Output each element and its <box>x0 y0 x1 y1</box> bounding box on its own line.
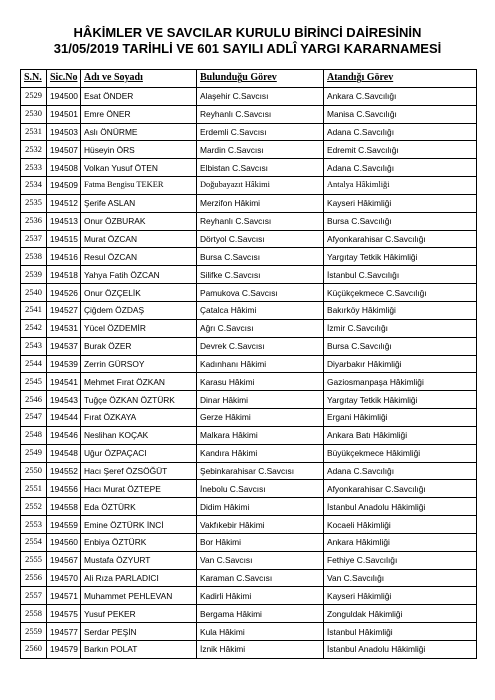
cell-sn: 2530 <box>21 105 47 123</box>
cell-assigned-post: İstanbul Anadolu Hâkimliği <box>324 498 477 516</box>
cell-current-post: Gerze Hâkimi <box>197 409 324 427</box>
cell-current-post: Alaşehir C.Savcısı <box>197 87 324 105</box>
cell-name: Burak ÖZER <box>81 337 197 355</box>
cell-assigned-post: Ankara Hâkimliği <box>324 533 477 551</box>
table-row <box>21 87 477 105</box>
cell-current-post: Bergama Hâkimi <box>197 605 324 623</box>
column-header-assigned-post: Atandığı Görev <box>324 70 477 88</box>
table-row <box>21 212 477 230</box>
cell-current-post: Çatalca Hâkimi <box>197 301 324 319</box>
cell-assigned-post: İzmir C.Savcılığı <box>324 319 477 337</box>
cell-name: Neslihan KOÇAK <box>81 426 197 444</box>
table-row <box>21 141 477 159</box>
cell-sicil: 194526 <box>47 284 81 302</box>
cell-assigned-post: Büyükçekmece Hâkimliği <box>324 444 477 462</box>
table-row <box>21 426 477 444</box>
cell-sicil: 194537 <box>47 337 81 355</box>
cell-sn: 2529 <box>21 87 47 105</box>
cell-sn: 2539 <box>21 266 47 284</box>
document-title-line-1: HÂKİMLER VE SAVCILAR KURULU BİRİNCİ DAİRESİNİN <box>73 25 422 40</box>
cell-name: Eda ÖZTÜRK <box>81 498 197 516</box>
cell-assigned-post: İstanbul Anadolu Hâkimliği <box>324 641 477 659</box>
cell-name: Yahya Fatih ÖZCAN <box>81 266 197 284</box>
cell-sicil: 194501 <box>47 105 81 123</box>
cell-sicil: 194575 <box>47 605 81 623</box>
cell-sicil: 194548 <box>47 444 81 462</box>
cell-name: Tuğçe ÖZKAN ÖZTÜRK <box>81 391 197 409</box>
table-row <box>21 248 477 266</box>
cell-name: Murat ÖZCAN <box>81 230 197 248</box>
table-row <box>21 391 477 409</box>
table-row <box>21 355 477 373</box>
cell-assigned-post: Diyarbakır Hâkimliği <box>324 355 477 373</box>
cell-sn: 2550 <box>21 462 47 480</box>
cell-sicil: 194570 <box>47 569 81 587</box>
table-row <box>21 462 477 480</box>
cell-current-post: Reyhanlı C.Savcısı <box>197 105 324 123</box>
cell-sicil: 194531 <box>47 319 81 337</box>
cell-sn: 2552 <box>21 498 47 516</box>
cell-name: Ali Rıza PARLADICI <box>81 569 197 587</box>
cell-assigned-post: Kayseri Hâkimliği <box>324 194 477 212</box>
cell-name: Onur ÖZBURAK <box>81 212 197 230</box>
cell-current-post: Şebinkarahisar C.Savcısı <box>197 462 324 480</box>
cell-sn: 2553 <box>21 516 47 534</box>
cell-assigned-post: Edremit C.Savcılığı <box>324 141 477 159</box>
table-row <box>21 409 477 427</box>
cell-current-post: Merzifon Hâkimi <box>197 194 324 212</box>
cell-sn: 2556 <box>21 569 47 587</box>
cell-assigned-post: Ankara Batı Hâkimliği <box>324 426 477 444</box>
cell-sicil: 194500 <box>47 87 81 105</box>
cell-sicil: 194508 <box>47 159 81 177</box>
table-header-row <box>21 70 477 88</box>
cell-sn: 2555 <box>21 551 47 569</box>
cell-sicil: 194516 <box>47 248 81 266</box>
cell-sn: 2560 <box>21 641 47 659</box>
cell-sicil: 194559 <box>47 516 81 534</box>
cell-sicil: 194541 <box>47 373 81 391</box>
cell-assigned-post: Bursa C.Savcılığı <box>324 212 477 230</box>
table-row <box>21 159 477 177</box>
table-row <box>21 623 477 641</box>
cell-sn: 2540 <box>21 284 47 302</box>
cell-assigned-post: Adana C.Savcılığı <box>324 159 477 177</box>
cell-name: Şerife ASLAN <box>81 194 197 212</box>
cell-assigned-post: İstanbul Hâkimliği <box>324 623 477 641</box>
cell-assigned-post: Küçükçekmece C.Savcılığı <box>324 284 477 302</box>
cell-name: Barkın POLAT <box>81 641 197 659</box>
cell-sicil: 194577 <box>47 623 81 641</box>
cell-current-post: Kandıra Hâkimi <box>197 444 324 462</box>
cell-current-post: Erdemli C.Savcısı <box>197 123 324 141</box>
cell-assigned-post: Fethiye C.Savcılığı <box>324 551 477 569</box>
cell-sn: 2531 <box>21 123 47 141</box>
table-row <box>21 551 477 569</box>
cell-name: Emine ÖZTÜRK İNCİ <box>81 516 197 534</box>
cell-name: Enbiya ÖZTÜRK <box>81 533 197 551</box>
cell-name: Muhammet PEHLEVAN <box>81 587 197 605</box>
cell-assigned-post: Antalya Hâkimliği <box>324 177 477 195</box>
cell-name: Esat ÖNDER <box>81 87 197 105</box>
column-header-sicil: Sic.No <box>47 70 81 88</box>
table-row <box>21 194 477 212</box>
cell-name: Fırat ÖZKAYA <box>81 409 197 427</box>
cell-assigned-post: Kayseri Hâkimliği <box>324 587 477 605</box>
cell-assigned-post: Afyonkarahisar C.Savcılığı <box>324 480 477 498</box>
cell-sn: 2545 <box>21 373 47 391</box>
cell-assigned-post: Adana C.Savcılığı <box>324 123 477 141</box>
cell-sn: 2554 <box>21 533 47 551</box>
cell-sicil: 194571 <box>47 587 81 605</box>
cell-assigned-post: Yargıtay Tetkik Hâkimliği <box>324 391 477 409</box>
table-row <box>21 498 477 516</box>
cell-assigned-post: Kocaeli Hâkimliği <box>324 516 477 534</box>
cell-current-post: Bursa C.Savcısı <box>197 248 324 266</box>
cell-sn: 2543 <box>21 337 47 355</box>
cell-sicil: 194560 <box>47 533 81 551</box>
table-row <box>21 480 477 498</box>
cell-current-post: Kadirli Hâkimi <box>197 587 324 605</box>
cell-sicil: 194527 <box>47 301 81 319</box>
cell-name: Hüseyin ÖRS <box>81 141 197 159</box>
column-header-name: Adı ve Soyadı <box>81 70 197 88</box>
cell-current-post: Didim Hâkimi <box>197 498 324 516</box>
cell-current-post: Reyhanlı C.Savcısı <box>197 212 324 230</box>
cell-sicil: 194509 <box>47 177 81 195</box>
cell-name: Çiğdem ÖZDAŞ <box>81 301 197 319</box>
cell-current-post: Dörtyol C.Savcısı <box>197 230 324 248</box>
cell-name: Uğur ÖZPAÇACI <box>81 444 197 462</box>
cell-sn: 2558 <box>21 605 47 623</box>
cell-name: Fatma Bengisu TEKER <box>81 177 197 195</box>
table-row <box>21 319 477 337</box>
table-row <box>21 337 477 355</box>
cell-sn: 2535 <box>21 194 47 212</box>
cell-sicil: 194515 <box>47 230 81 248</box>
cell-sn: 2551 <box>21 480 47 498</box>
cell-name: Mustafa ÖZYURT <box>81 551 197 569</box>
cell-sn: 2549 <box>21 444 47 462</box>
cell-name: Serdar PEŞİN <box>81 623 197 641</box>
cell-name: Yusuf PEKER <box>81 605 197 623</box>
cell-sn: 2559 <box>21 623 47 641</box>
cell-sn: 2544 <box>21 355 47 373</box>
cell-name: Hacı Şeref ÖZSÖĞÜT <box>81 462 197 480</box>
cell-current-post: Bor Hâkimi <box>197 533 324 551</box>
appointments-table <box>20 69 477 659</box>
cell-name: Mehmet Fırat ÖZKAN <box>81 373 197 391</box>
cell-assigned-post: Adana C.Savcılığı <box>324 462 477 480</box>
cell-current-post: Ağrı C.Savcısı <box>197 319 324 337</box>
cell-current-post: Devrek C.Savcısı <box>197 337 324 355</box>
cell-sicil: 194567 <box>47 551 81 569</box>
cell-name: Volkan Yusuf ÖTEN <box>81 159 197 177</box>
cell-name: Aslı ÖNÜRME <box>81 123 197 141</box>
cell-sicil: 194503 <box>47 123 81 141</box>
cell-sn: 2557 <box>21 587 47 605</box>
cell-sicil: 194579 <box>47 641 81 659</box>
cell-sn: 2534 <box>21 177 47 195</box>
cell-assigned-post: Manisa C.Savcılığı <box>324 105 477 123</box>
cell-name: Resul ÖZCAN <box>81 248 197 266</box>
table-row <box>21 444 477 462</box>
cell-sn: 2533 <box>21 159 47 177</box>
cell-current-post: Silifke C.Savcısı <box>197 266 324 284</box>
cell-current-post: Kadınhanı Hâkimi <box>197 355 324 373</box>
cell-assigned-post: Bakırköy Hâkimliği <box>324 301 477 319</box>
cell-sicil: 194518 <box>47 266 81 284</box>
cell-current-post: Vakfıkebir Hâkimi <box>197 516 324 534</box>
table-row <box>21 123 477 141</box>
cell-current-post: Van C.Savcısı <box>197 551 324 569</box>
cell-current-post: Mardin C.Savcısı <box>197 141 324 159</box>
cell-current-post: İnebolu C.Savcısı <box>197 480 324 498</box>
cell-current-post: Dinar Hâkimi <box>197 391 324 409</box>
cell-assigned-post: Zonguldak Hâkimliği <box>324 605 477 623</box>
table-row <box>21 301 477 319</box>
cell-name: Emre ÖNER <box>81 105 197 123</box>
cell-name: Hacı Murat ÖZTEPE <box>81 480 197 498</box>
cell-name: Onur ÖZÇELİK <box>81 284 197 302</box>
cell-current-post: Doğubayazıt Hâkimi <box>197 177 324 195</box>
cell-current-post: Karaman C.Savcısı <box>197 569 324 587</box>
cell-sicil: 194558 <box>47 498 81 516</box>
cell-sicil: 194512 <box>47 194 81 212</box>
cell-current-post: Elbistan C.Savcısı <box>197 159 324 177</box>
table-row <box>21 373 477 391</box>
cell-current-post: Kula Hâkimi <box>197 623 324 641</box>
table-row <box>21 605 477 623</box>
document-title-line-2: 31/05/2019 TARİHLİ VE 601 SAYILI ADLÎ YARGI KARARNAMESİ <box>53 41 442 56</box>
cell-assigned-post: Yargıtay Tetkik Hâkimliği <box>324 248 477 266</box>
cell-assigned-post: Afyonkarahisar C.Savcılığı <box>324 230 477 248</box>
cell-sicil: 194539 <box>47 355 81 373</box>
cell-current-post: Malkara Hâkimi <box>197 426 324 444</box>
cell-assigned-post: Ankara C.Savcılığı <box>324 87 477 105</box>
cell-sicil: 194513 <box>47 212 81 230</box>
cell-sn: 2538 <box>21 248 47 266</box>
cell-sicil: 194544 <box>47 409 81 427</box>
table-row <box>21 533 477 551</box>
cell-name: Zerrin GÜRSOY <box>81 355 197 373</box>
table-row <box>21 569 477 587</box>
table-row <box>21 284 477 302</box>
column-header-sn: S.N. <box>21 70 47 88</box>
table-row <box>21 587 477 605</box>
cell-sicil: 194507 <box>47 141 81 159</box>
cell-sn: 2546 <box>21 391 47 409</box>
cell-sn: 2542 <box>21 319 47 337</box>
cell-sn: 2537 <box>21 230 47 248</box>
column-header-current-post: Bulunduğu Görev <box>197 70 324 88</box>
cell-sicil: 194556 <box>47 480 81 498</box>
cell-sicil: 194543 <box>47 391 81 409</box>
cell-sn: 2541 <box>21 301 47 319</box>
cell-current-post: Karasu Hâkimi <box>197 373 324 391</box>
cell-assigned-post: İstanbul C.Savcılığı <box>324 266 477 284</box>
table-row <box>21 177 477 195</box>
cell-sicil: 194552 <box>47 462 81 480</box>
cell-sn: 2548 <box>21 426 47 444</box>
table-row <box>21 641 477 659</box>
table-row <box>21 266 477 284</box>
cell-assigned-post: Bursa C.Savcılığı <box>324 337 477 355</box>
cell-name: Yücel ÖZDEMİR <box>81 319 197 337</box>
table-row <box>21 105 477 123</box>
cell-sn: 2547 <box>21 409 47 427</box>
cell-current-post: Pamukova C.Savcısı <box>197 284 324 302</box>
cell-assigned-post: Gaziosmanpaşa Hâkimliği <box>324 373 477 391</box>
cell-sicil: 194546 <box>47 426 81 444</box>
cell-assigned-post: Van C.Savcılığı <box>324 569 477 587</box>
table-row <box>21 230 477 248</box>
cell-assigned-post: Ergani Hâkimliği <box>324 409 477 427</box>
cell-sn: 2536 <box>21 212 47 230</box>
cell-current-post: İznik Hâkimi <box>197 641 324 659</box>
table-row <box>21 516 477 534</box>
cell-sn: 2532 <box>21 141 47 159</box>
